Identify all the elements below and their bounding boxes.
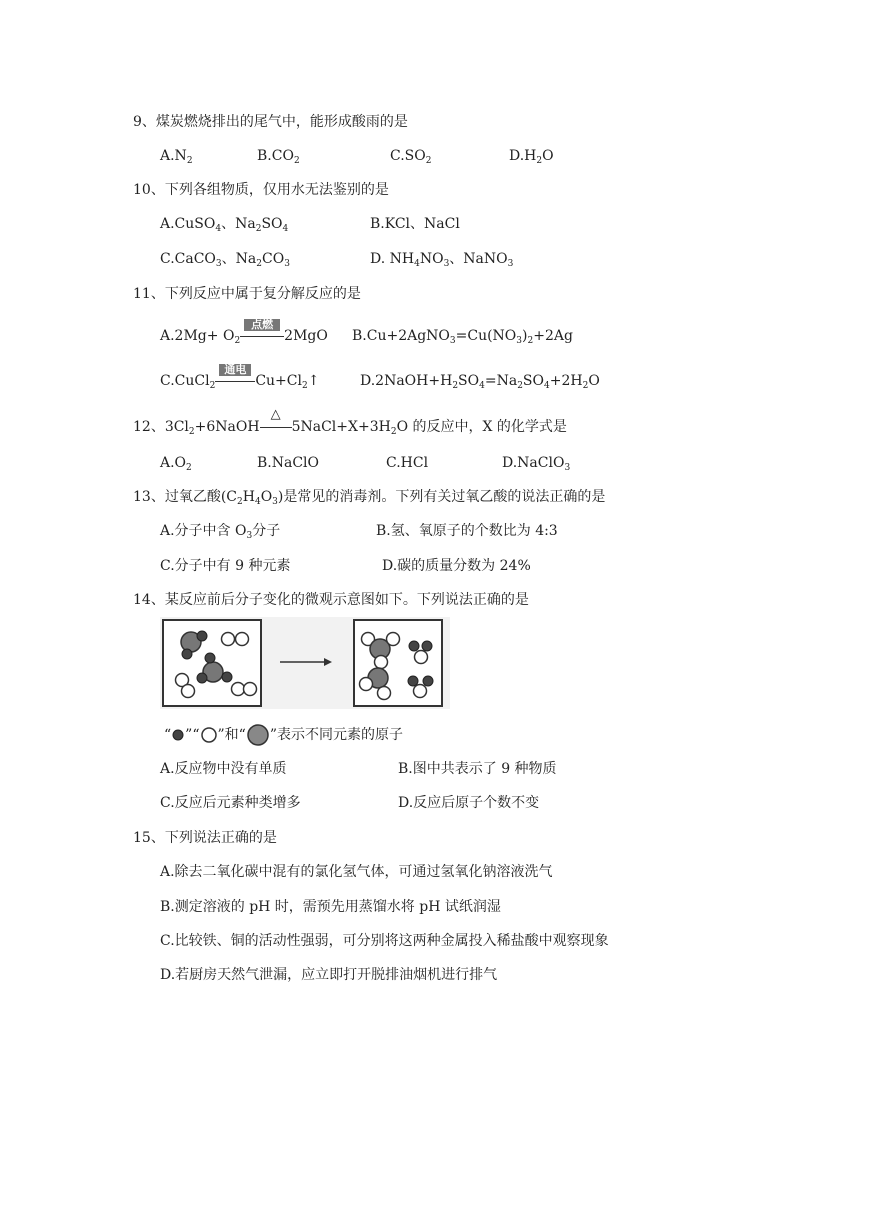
q13-option-a: A.分子中含 $O_3$分子 <box>160 523 281 541</box>
large-gray-atom-icon <box>246 723 270 747</box>
question-11-stem: 11、下列反应中属于复分解反应的是 <box>133 286 361 302</box>
q12-option-d: D.NaClO$_3$ <box>502 455 571 473</box>
q12-option-b: B.NaClO <box>257 455 320 471</box>
question-10-stem: 10、下列各组物质，仅用水无法鉴别的是 <box>133 182 389 198</box>
question-9-stem: 9、煤炭燃烧排出的尾气中，能形成酸雨的是 <box>133 114 408 130</box>
q14-option-c: C.反应后元素种类增多 <box>160 795 301 811</box>
molecular-reaction-diagram <box>160 617 450 709</box>
q10-option-c: C.CaCO$_3$、$Na_2CO_3$ <box>160 251 290 269</box>
q12-option-c: C.HCl <box>386 455 429 471</box>
gas-arrow-icon: ↑ <box>307 373 320 389</box>
reaction-condition-electrolysis: 通电 <box>215 371 255 391</box>
question-12-stem: 12、$3Cl_2+6NaOH$ △ $5NaCl+X+3H_2O$ 的反应中，X 的化学式是 <box>133 407 567 437</box>
q9-option-d: $D.H_2O$ <box>509 148 554 166</box>
q13-option-c: C.分子中有 9 种元素 <box>160 558 291 574</box>
q9-option-c: $C.SO_2$ <box>390 148 432 166</box>
question-14-stem: 14、某反应前后分子变化的微观示意图如下。下列说法正确的是 <box>133 592 529 608</box>
reactants-box <box>163 620 261 706</box>
question-13-stem: 13、过氧乙酸$(C_2H_4O_3)$是常见的消毒剂。下列有关过氧乙酸的说法正确的是 <box>133 489 606 507</box>
q15-option-b: B.测定溶液的 pH 时，需预先用蒸馏水将 pH 试纸润湿 <box>160 899 501 915</box>
white-atom-icon <box>200 726 218 744</box>
products-box <box>354 620 442 706</box>
reaction-condition-heat: △ <box>260 417 292 437</box>
q15-option-c: C.比较铁、铜的活动性强弱，可分别将这两种金属投入稀盐酸中观察现象 <box>160 933 609 949</box>
small-dark-atom-icon <box>171 728 185 742</box>
q10-option-b: B.KCl、NaCl <box>370 216 460 232</box>
question-15-stem: 15、下列说法正确的是 <box>133 830 277 846</box>
q11-option-c: C.CuCl$_2$ 通电 $Cu+Cl_2↑$ <box>160 363 320 391</box>
q9-option-a: $A.N_2$ <box>160 148 193 166</box>
reaction-condition-ignite: 点燃 <box>240 326 284 346</box>
q13-option-b: B.氢、氧原子的个数比为 4:3 <box>376 523 558 539</box>
q10-option-a: A.CuSO$_4$、$Na_2SO_4$ <box>160 216 289 234</box>
q15-option-d: D.若厨房天然气泄漏，应立即打开脱排油烟机进行排气 <box>160 967 498 983</box>
q14-option-d: D.反应后原子个数不变 <box>398 795 540 811</box>
q9-option-b: $B.CO_2$ <box>257 148 300 166</box>
q13-option-d: D.碳的质量分数为 24% <box>382 558 531 574</box>
q14-option-a: A.反应物中没有单质 <box>160 761 287 777</box>
q15-option-a: A.除去二氧化碳中混有的氯化氢气体，可通过氢氧化钠溶液洗气 <box>160 864 553 880</box>
q10-option-d: D. $NH_4NO_3$、NaNO$_3$ <box>370 251 514 269</box>
q14-option-b: B.图中共表示了 9 种物质 <box>398 761 557 777</box>
q11-option-b: $B.Cu+2AgNO_3=Cu(NO_3)_2+2Ag$ <box>352 328 573 346</box>
q11-option-d: $D.2NaOH+H_2SO_4=Na_2SO_4+2H_2O$ <box>360 373 600 391</box>
q11-option-a: $A.2Mg+ O_2$ 点燃 2MgO <box>160 318 328 346</box>
q14-legend: “ ”“ ”和“ ”表示不同元素的原子 <box>164 723 403 747</box>
q12-option-a: $A.O_2$ <box>160 455 192 473</box>
